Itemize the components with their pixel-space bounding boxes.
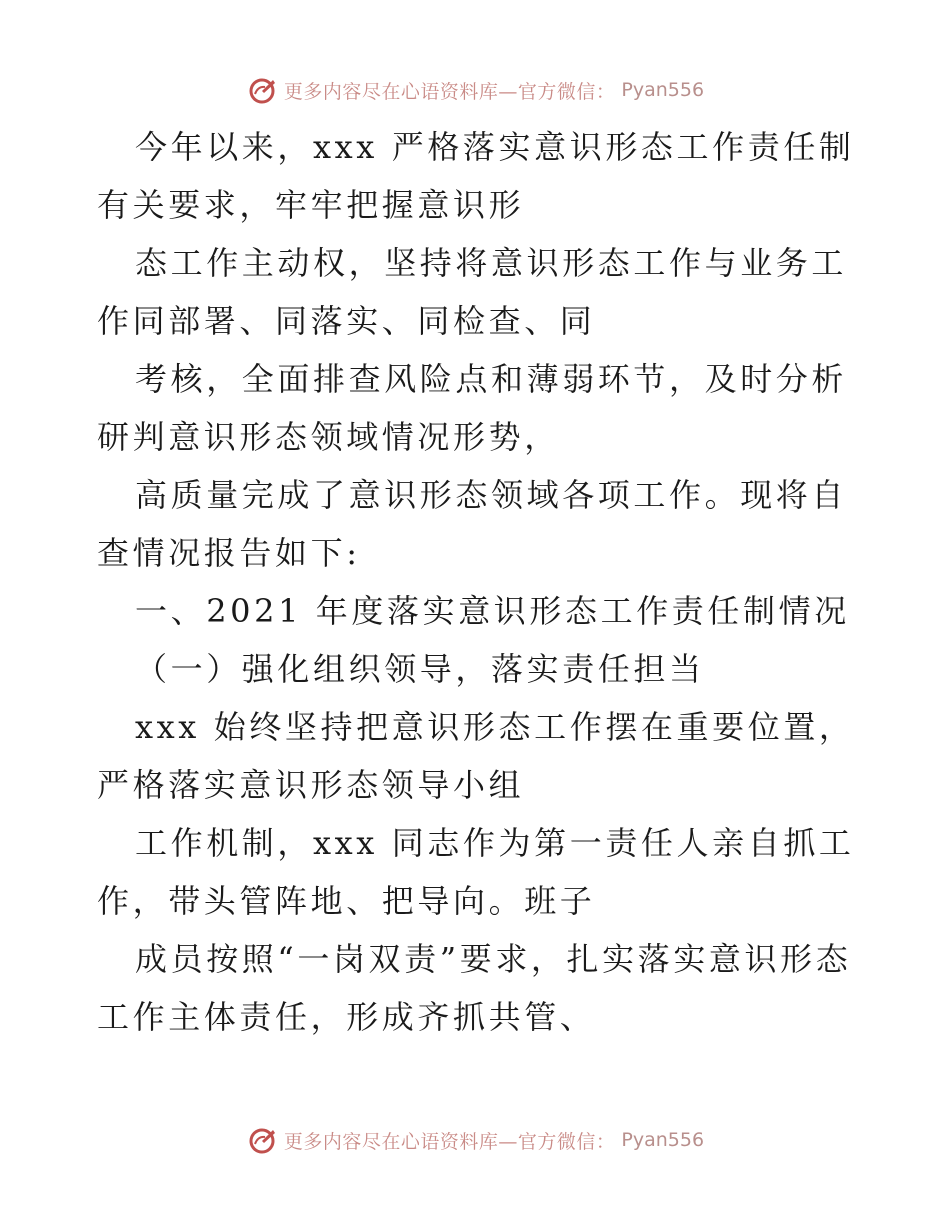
- paragraph: 今年以来，xxx 严格落实意识形态工作责任制有关要求，牢牢把握意识形: [97, 128, 855, 224]
- paragraph: 成员按照“一岗双责”要求，扎实落实意识形态工作主体责任，形成齐抓共管、: [97, 940, 852, 1036]
- paragraph: 工作机制，xxx 同志作为第一责任人亲自抓工作，带头管阵地、把导向。班子: [97, 824, 855, 920]
- pen-nib-logo-icon: [246, 1124, 278, 1156]
- watermark-wechat-id: Pyan556: [621, 1129, 705, 1151]
- watermark-header: [0, 70, 950, 110]
- subsection-heading: （一）强化组织领导，落实责任担当: [135, 650, 705, 688]
- pen-nib-logo-icon: [246, 74, 278, 106]
- watermark-wechat-id: Pyan556: [621, 79, 705, 101]
- document-body: [97, 118, 857, 1046]
- paragraph: 考核，全面排查风险点和薄弱环节，及时分析研判意识形态领域情况形势，: [97, 360, 848, 456]
- watermark-text: 更多内容尽在心语资料库—官方微信：: [283, 1130, 616, 1153]
- section-heading: 一、2021 年度落实意识形态工作责任制情况: [135, 592, 850, 630]
- watermark-text: 更多内容尽在心语资料库—官方微信：: [283, 80, 616, 103]
- watermark-footer: [0, 1120, 950, 1160]
- paragraph: 高质量完成了意识形态领域各项工作。现将自查情况报告如下:: [97, 476, 848, 572]
- paragraph: xxx 始终坚持把意识形态工作摆在重要位置，严格落实意识形态领导小组: [97, 708, 855, 804]
- paragraph: 态工作主动权，坚持将意识形态工作与业务工作同部署、同落实、同检查、同: [97, 244, 848, 340]
